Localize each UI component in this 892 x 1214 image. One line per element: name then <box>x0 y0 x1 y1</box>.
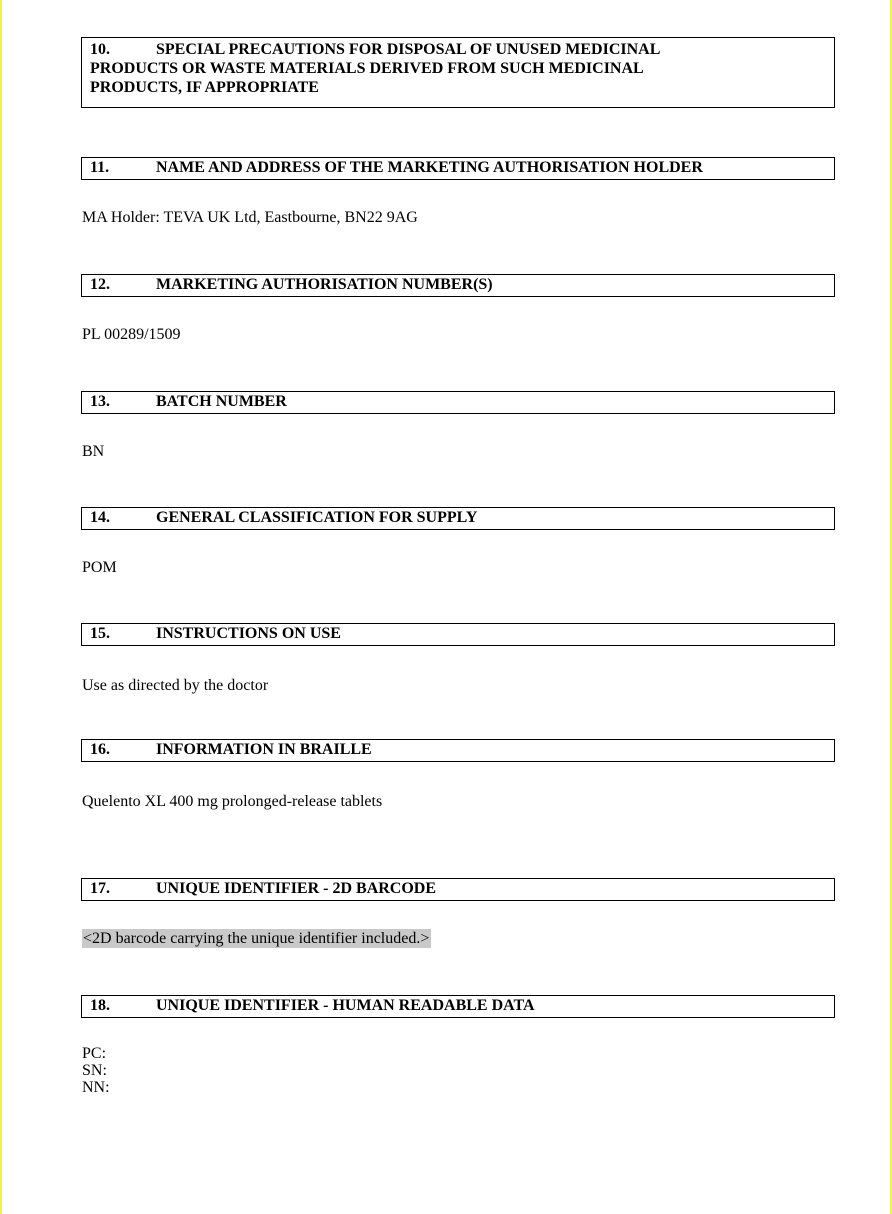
section-12-number: 12. <box>90 276 110 293</box>
section-12-content: PL 00289/1509 <box>82 326 181 343</box>
section-17-content <box>82 929 431 948</box>
section-16-header <box>81 739 835 762</box>
section-12-header <box>81 274 835 297</box>
section-10-header <box>81 37 835 108</box>
section-13-title: BATCH NUMBER <box>156 393 287 410</box>
pc-label: PC: <box>82 1045 107 1062</box>
section-13-number: 13. <box>90 393 110 410</box>
section-10-title-line1: SPECIAL PRECAUTIONS FOR DISPOSAL OF UNUSED MEDICINAL <box>156 41 661 58</box>
section-16-content: Quelento XL 400 mg prolonged-release tablets <box>82 793 383 810</box>
section-11-title: NAME AND ADDRESS OF THE MARKETING AUTHORISATION HOLDER <box>156 159 703 176</box>
section-10-title-line3: PRODUCTS, IF APPROPRIATE <box>90 79 319 96</box>
section-10-number: 10. <box>90 41 110 58</box>
section-10-title-line2: PRODUCTS OR WASTE MATERIALS DERIVED FROM SUCH MEDICINAL <box>90 60 644 77</box>
section-14-content: POM <box>82 559 117 576</box>
section-12-title: MARKETING AUTHORISATION NUMBER(S) <box>156 276 493 293</box>
section-15-content: Use as directed by the doctor <box>82 677 269 694</box>
sn-label: SN: <box>82 1062 107 1079</box>
section-16-number: 16. <box>90 741 110 758</box>
section-17-title: UNIQUE IDENTIFIER - 2D BARCODE <box>156 880 437 897</box>
section-18-header <box>81 995 835 1018</box>
section-18-content <box>82 1045 110 1096</box>
section-17-number: 17. <box>90 880 110 897</box>
section-17-header <box>81 878 835 901</box>
section-16-title: INFORMATION IN BRAILLE <box>156 741 372 758</box>
section-11-header <box>81 157 835 180</box>
section-15-number: 15. <box>90 625 110 642</box>
section-14-number: 14. <box>90 509 110 526</box>
section-15-header <box>81 623 835 646</box>
section-13-header <box>81 391 835 414</box>
section-13-content: BN <box>82 443 105 460</box>
section-15-title: INSTRUCTIONS ON USE <box>156 625 341 642</box>
nn-label: NN: <box>82 1079 110 1096</box>
section-14-title: GENERAL CLASSIFICATION FOR SUPPLY <box>156 509 478 526</box>
section-14-header <box>81 507 835 530</box>
section-18-title: UNIQUE IDENTIFIER - HUMAN READABLE DATA <box>156 997 535 1014</box>
section-11-content: MA Holder: TEVA UK Ltd, Eastbourne, BN22 9AG <box>82 209 418 226</box>
section-18-number: 18. <box>90 997 110 1014</box>
barcode-placeholder-text: <2D barcode carrying the unique identifier included.> <box>83 930 430 947</box>
section-11-number: 11. <box>90 159 110 176</box>
